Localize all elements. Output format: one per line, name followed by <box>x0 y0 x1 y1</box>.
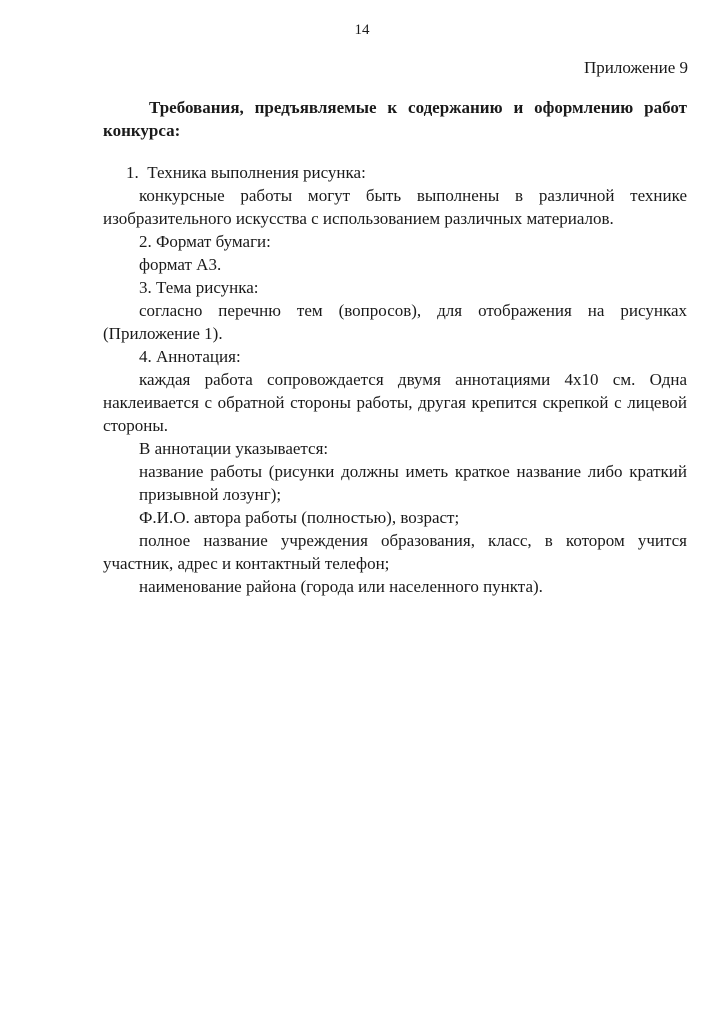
page-number: 14 <box>354 22 370 38</box>
theme-title: 3. Тема рисунка: <box>139 278 259 297</box>
annotation-item-author: Ф.И.О. автора работы (полностью), возраст; <box>139 508 460 527</box>
annotation-intro: В аннотации указывается: <box>139 439 329 458</box>
format-title: 2. Формат бумаги: <box>139 232 271 251</box>
appendix-label: Приложение 9 <box>584 58 688 77</box>
document-body <box>103 161 687 598</box>
technique-text: конкурсные работы могут быть выполнены в различной технике изобразительного искусства с использованием различных материалов. <box>103 186 687 228</box>
theme-text: согласно перечню тем (вопросов), для отображения на рисунках (Приложение 1). <box>103 301 687 343</box>
format-text: формат А3. <box>139 255 222 274</box>
annotation-item-district: наименование района (города или населенного пункта). <box>139 577 543 596</box>
annotation-item-title: название работы (рисунки должны иметь краткое название либо краткий призывной лозунг); <box>139 462 687 504</box>
annotation-title: 4. Аннотация: <box>139 347 241 366</box>
document-heading: Требования, предъявляемые к содержанию и оформлению работ конкурса: <box>103 98 687 140</box>
annotation-text: каждая работа сопровождается двумя аннотациями 4х10 см. Одна наклеивается с обратной стороны работы, другая крепится скрепкой с лицевой стороны. <box>103 370 687 435</box>
annotation-item-school: полное название учреждения образования, класс, в котором учится участник, адрес и контактный телефон; <box>103 531 687 573</box>
technique-title: 1. Техника выполнения рисунка: <box>126 163 366 182</box>
